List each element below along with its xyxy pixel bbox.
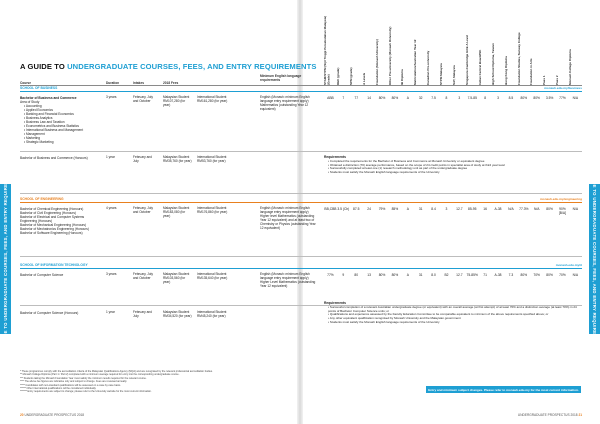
score-cell: 70% (559, 273, 566, 277)
fee-intl: International Student RM135,640 (for year) (197, 272, 228, 280)
list-item: • Management (24, 132, 95, 136)
footnote: ** Monash College Diploma (Part 1 / Part 2) completed with a minimum average required for entry into the corresponding undergraduate course. (20, 373, 180, 377)
list-item: • Applied Economics (24, 108, 95, 112)
english-req: English (Monash: minimum English language entry requirement apply) Higher Level Mathematics (outstanding Year 12 equivalent) (260, 272, 316, 288)
fee-intl: International Student RM45,240 (for year) (197, 310, 227, 318)
program-business-commerce (20, 96, 95, 144)
list-item: • Completed the requirements for the Bachelor of Business and Commerce at Monash University or equivalent degree (328, 160, 582, 164)
score-cell: B2 (444, 273, 449, 277)
fee-intl: International Student RM176,860 (for year) (197, 206, 228, 214)
score-cell: BB,CBB (324, 207, 337, 211)
score-cell: 9 (342, 273, 345, 277)
list-item: • Marketing (24, 136, 95, 140)
score-cell: 3 (445, 207, 448, 211)
score-cell: 80% (520, 96, 528, 100)
score-cell: 3 (458, 96, 461, 100)
section-title-business: SCHOOL OF BUSINESS (20, 86, 58, 90)
duration-value: 1 year (106, 155, 115, 159)
col-intakes: Intakes (133, 81, 144, 85)
row-divider (20, 151, 582, 152)
score-cell: A (406, 207, 409, 211)
footnote: * These programmes comply with the accreditation criteria of the Malaysian Qualifications Agency (MQA) and are recognised by the relevant professional accreditation bodies. (20, 370, 213, 373)
rotated-column-header: STAM/STPM (Sijil Tinggi Persekolahan Malaysia) (Grade) (323, 15, 331, 85)
list-item: • Econometrics and Business Statistics (24, 124, 95, 128)
right-side-tab: A GUIDE TO UNDERGRADUATE COURSES, FEES, AND ENTRY REQUIREMENTS (589, 184, 600, 334)
score-cell: 80 (354, 273, 359, 277)
program-name: Bachelor of Computer Science (Honours) (20, 311, 79, 315)
col-duration: Duration (106, 81, 120, 85)
score-cell: ABB (327, 96, 334, 100)
score-cell: 31 (418, 207, 423, 211)
footnotes (20, 370, 400, 394)
requirements-box (324, 156, 582, 175)
page-number-right: 21 (578, 413, 582, 417)
list-item: • Successfully completed at least one (1) research methodology unit as part of the undergraduate degree (328, 167, 582, 171)
score-cell: 8.0 (431, 273, 436, 277)
english-req: English (Monash: minimum English language entry requirement apply) Mathematics (outstanding Year 12 equivalent) (260, 95, 310, 111)
rotated-column-header: SAT, Malaysia (452, 65, 456, 85)
score-cell: 77 (354, 96, 359, 100)
program-name: Bachelor of Business and Commerce (20, 96, 77, 100)
score-cell: 80% (533, 96, 540, 100)
score-cell: N/A (572, 207, 579, 211)
footnote: ****** Other international qualifications will be considered individually. (20, 387, 97, 391)
score-cell: 8 (445, 96, 448, 100)
program-name: Bachelor of Civil Engineering (Honours) (20, 211, 76, 215)
score-cell: 13 (367, 273, 371, 277)
intakes-value: February and July (133, 155, 152, 163)
score-cell: A-38 (494, 207, 502, 211)
requirements-list (324, 306, 582, 325)
list-item: • Accounting (24, 104, 95, 108)
header-rule (20, 85, 582, 86)
program-name: Bachelor of Computer Science (20, 273, 64, 277)
section-link-engineering[interactable]: monash.edu.my/engineering (540, 197, 582, 201)
score-cell: N/A (533, 207, 540, 211)
duration-value: 4 years (106, 206, 117, 210)
score-cell: 80% (391, 96, 399, 100)
score-cell: 12.7 (456, 207, 463, 211)
score-cell: 16 (483, 207, 487, 211)
footnote: ***** Candidates with non-standard qualifications will be assessed on a case by case basis. (20, 383, 121, 387)
score-cell: 80% (546, 273, 553, 277)
col-fees: 2018 Fees (163, 81, 179, 85)
score-cell: A (406, 96, 409, 100)
score-cell: 3 (497, 96, 499, 100)
score-cell: 12.7 (456, 273, 463, 277)
program-business-honours (20, 156, 95, 160)
score-cell: N/A (572, 273, 579, 277)
list-item: • Any other equivalent qualification recognised by Monash University and the Malaysian government (328, 317, 582, 321)
score-cell: 8.4 (431, 207, 436, 211)
score-cell: 3.5 (Ch) (337, 207, 350, 211)
english-req: English (Monash: minimum English language entry requirement apply) Higher level Mathematics (outstanding Year 12 equivalent) and at least two of Chemistry or Physics (outstanding Year 12 equivalent) (260, 206, 316, 230)
score-cell: 80% (378, 273, 386, 277)
score-cell: 87.5 (353, 207, 360, 211)
rotated-column-header: Hong Kong Diploma (503, 56, 508, 85)
intakes-value: February and July (133, 310, 152, 318)
score-cell: 7.5-85 (467, 96, 477, 100)
footnote: *** Students taking the Monash Foundation Year must satisfy the minimum results required for the relevant course. (20, 376, 147, 380)
rotated-column-header: Foundation (Monash University) (374, 39, 379, 85)
rotated-column-header: High School Diploma, Taiwan (490, 43, 495, 85)
section-title-it: SCHOOL OF INFORMATION TECHNOLOGY (20, 263, 88, 267)
fee-local: Malaysian Student RM34,520 (for year) (163, 310, 192, 318)
fee-local: Malaysian Student RM103,560 (for year) (163, 272, 190, 284)
program-computer-science-honours (20, 311, 95, 315)
table-row (324, 207, 582, 215)
left-side-tab: A GUIDE TO UNDERGRADUATE COURSES, FEES, AND ENTRY REQUIREMENTS (0, 184, 11, 334)
score-cell: 8.5 (508, 96, 514, 100)
rotated-column-header: Matriculation/Australian Year 12 (413, 39, 418, 85)
score-cell: 7.5 (431, 96, 436, 100)
row-divider (20, 256, 582, 257)
page-title (20, 62, 316, 71)
majors-label: Area of Study (20, 100, 40, 104)
score-cell: 79% (378, 207, 386, 211)
requirements-heading: Requirements (324, 155, 346, 159)
score-cell: 14 (367, 96, 371, 100)
rotated-column-header: Singapore-Cambridge GCE A Level (464, 35, 469, 85)
page-number-left: 20 (20, 413, 24, 417)
score-cell: A (406, 273, 409, 277)
rotated-column-header: STPM Malaysia (439, 63, 444, 85)
score-cell: 32 (418, 96, 423, 100)
score-cell: 80% (378, 96, 386, 100)
score-cell: 3.5% (545, 96, 554, 100)
fee-local: Malaysian Student RM183,080 (for year) (163, 206, 190, 218)
list-item: • Successful completion of a relevant Australian undergraduate degree (or equivalent) with an overall average (at first attempt) of at least 70% and a distinction average (at least 70%) in 24 points of Bachelor Computer Science units; or (328, 306, 582, 314)
score-cell: N/A (572, 96, 579, 100)
score-cell: 80% (391, 273, 399, 277)
rotated-column-header: IB Diploma (400, 69, 405, 85)
section-link-business[interactable]: monash.edu.my/business (544, 86, 582, 90)
score-cell: 70% (533, 273, 540, 277)
score-cell: A-38 (494, 273, 502, 277)
majors-list (20, 104, 95, 144)
score-cell: 77% (327, 273, 334, 277)
list-item: • Students must satisfy the Monash English language requirements of the University (328, 321, 582, 325)
footer-label-right: UNDERGRADUATE PROSPECTUS 2018 (517, 413, 578, 417)
entry-notice-banner: Entry and minimum subject changes. Please refer to monash.edu.my for the most current information. (426, 386, 581, 393)
fee-intl: International Student RM161,280 (for year) (197, 95, 228, 103)
rotated-column-header: Canadian Pre-university (426, 50, 431, 85)
intakes-value: February, July and October (133, 272, 153, 280)
footer-label-left: UNDERGRADUATE PROSPECTUS 2018 (24, 413, 85, 417)
title-prefix: A GUIDE TO (20, 62, 68, 71)
duration-value: 3 years (106, 272, 117, 276)
section-link-it[interactable]: monash.edu.my/it (555, 263, 582, 267)
list-item: • Business Law and Taxation (24, 120, 95, 124)
list-item: • Students must satisfy the Monash English language requirements of the University (328, 171, 582, 175)
score-cell: 77.3% (519, 207, 529, 211)
requirements-box (324, 302, 582, 325)
section-bar-engineering (20, 202, 582, 203)
score-cell: 77% (559, 96, 566, 100)
section-bar-business (20, 91, 582, 92)
score-cell: 7.3 (508, 273, 514, 277)
row-divider (20, 193, 582, 194)
list-item: • Obtained a distinction (70) average performance, based on the scope of 24 credit points in specialist area of study at third year level (328, 164, 582, 168)
score-cell: 85% (391, 207, 399, 211)
rotated-column-header: UEC (grade) (335, 67, 340, 85)
rotated-column-header: Pass 2 (555, 75, 560, 85)
score-cell: N/A (508, 207, 514, 211)
footnote: **** The above fee figures are indicative only and subject to change. Fees are reviewed annually. (20, 380, 128, 384)
rotated-column-header: Foundation Studies, Sunway College (516, 32, 521, 85)
duration-value: 1 year (106, 310, 115, 314)
rotated-column-header: Foundation in Arts (529, 58, 534, 85)
program-name: Bachelor of Mechatronics Engineering (Honours) (20, 227, 89, 231)
list-item: • Qualifications and experience assessed by the Faculty Education Committee to be comparable equivalent to minimum of the above requirements specified above; or (328, 313, 582, 317)
program-name: Bachelor of Business and Commerce (Honours) (20, 156, 88, 160)
duration-value: 3 years (106, 95, 117, 99)
footer-left (20, 413, 84, 417)
program-name: Bachelor of Mechanical Engineering (Honours) (20, 223, 87, 227)
score-cell: 80% (520, 273, 528, 277)
intakes-value: February, July and October (133, 206, 153, 214)
rotated-column-header: A Levels (361, 72, 366, 85)
requirements-heading: Requirements (324, 301, 346, 305)
score-cell: 8 (484, 96, 487, 100)
score-cell: 80% (546, 207, 553, 211)
fee-intl: International Student RM53,760 (for year) (197, 155, 227, 163)
program-name: Bachelor of Chemical Engineering (Honours) (20, 207, 84, 211)
rotated-column-header: Monash College Diploma (568, 49, 573, 85)
score-cell: 90% [B/A] (558, 207, 567, 215)
score-cell: 85-95 (468, 207, 477, 211)
list-item: • International Business and Management (24, 128, 95, 132)
rotated-column-header: Pass 1 (542, 75, 547, 85)
rotated-column-header: SPM (grade) (348, 67, 353, 85)
score-cell: 75-85% (466, 273, 478, 277)
intakes-value: February, July and October (133, 95, 153, 103)
score-cell: 31 (418, 273, 423, 277)
table-row (324, 273, 582, 277)
rotated-column-header: Indian Central Board/ISC (477, 49, 482, 85)
footnote: ******* Entry requirements are subject to change; please refer to the University website for the most current information. (20, 390, 152, 394)
fee-local: Malaysian Student RM35,760 (for year) (163, 155, 192, 163)
requirements-list (324, 160, 582, 175)
title-accent: UNDERGRADUATE COURSES, FEES, AND ENTRY REQUIREMENTS (67, 62, 317, 71)
section-title-engineering: SCHOOL OF ENGINEERING (20, 197, 64, 201)
program-name: Bachelor of Software Engineering (Honours) (20, 231, 83, 235)
program-name: Bachelor of Electrical and Computer Systems Engineering (Honours) (20, 215, 85, 223)
program-engineering (20, 207, 102, 235)
rotated-column-header: Other Pre-university (Monash University) (387, 26, 392, 85)
score-cell: 71 (483, 273, 487, 277)
program-computer-science (20, 273, 95, 277)
col-course: Course (20, 81, 31, 85)
col-english: Minimum English language requirements (260, 74, 302, 82)
list-item: • Banking and Financial Economics (24, 112, 95, 116)
score-cell: 24 (367, 207, 371, 211)
footer-right (518, 413, 582, 417)
table-row (324, 96, 582, 100)
score-cell: 7 (342, 96, 345, 100)
list-item: • Strategic Marketing (24, 140, 95, 144)
section-bar-it (20, 268, 582, 269)
list-item: • Business Analytics (24, 116, 95, 120)
fee-local: Malaysian Student RM107,280 (for year) (163, 95, 190, 107)
